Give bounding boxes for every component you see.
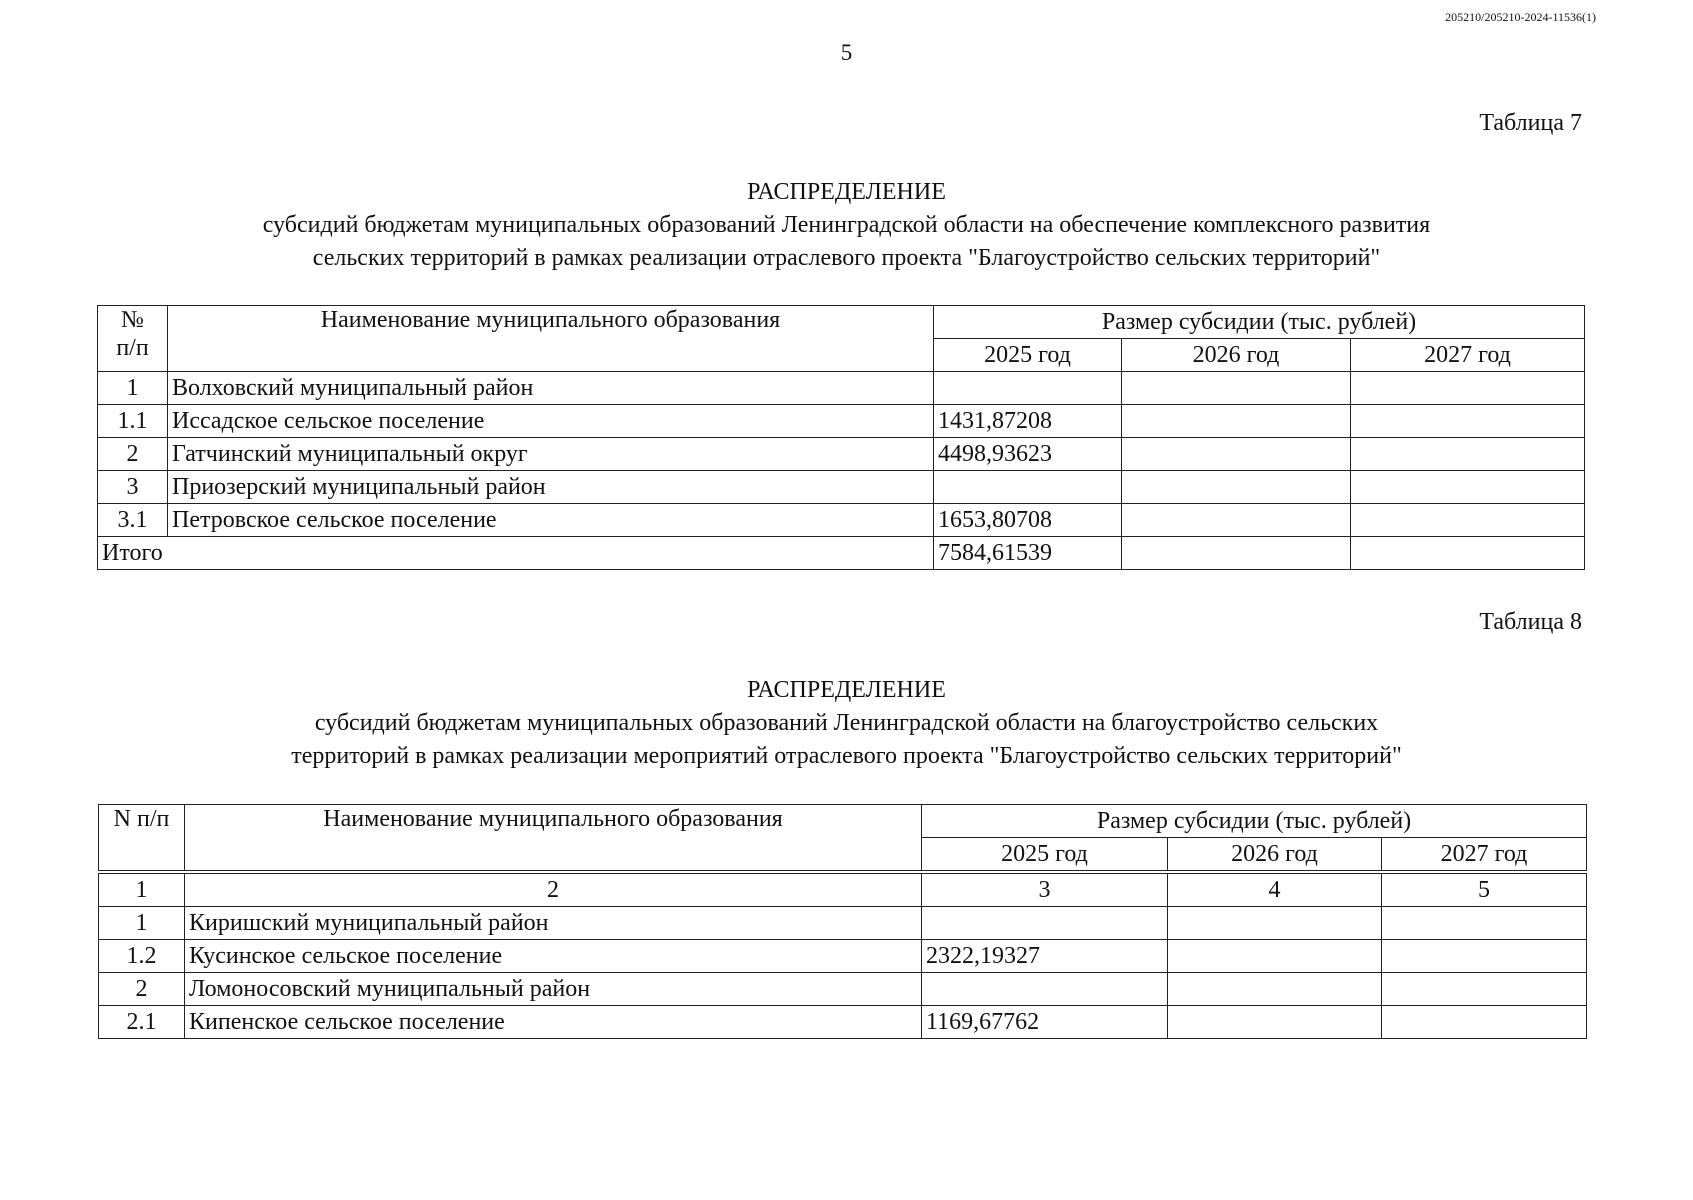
row-value-2027 [1382, 1006, 1587, 1039]
row-value-2027 [1382, 973, 1587, 1006]
row-value-2026 [1168, 973, 1382, 1006]
table-row [99, 973, 1587, 1006]
column-index: 2 [185, 872, 922, 907]
table-8-title-line: субсидий бюджетам муниципальных образований Ленинградской области на благоустройство сельских [314, 710, 1379, 736]
row-num: 1.2 [99, 940, 185, 973]
row-num: 1 [98, 372, 168, 405]
total-value-2025: 7584,61539 [934, 537, 1122, 570]
table-row [99, 907, 1587, 940]
row-num: 2 [99, 973, 185, 1006]
document-id: 205210/205210-2024-11536(1) [1445, 10, 1596, 24]
table-8-title-line: РАСПРЕДЕЛЕНИЕ [747, 677, 946, 703]
row-value-2025 [922, 973, 1168, 1006]
row-value-2027 [1351, 372, 1585, 405]
table-7 [97, 305, 1585, 570]
table-row [98, 438, 1585, 471]
table-7-header-row [98, 306, 1585, 339]
row-value-2026 [1168, 1006, 1382, 1039]
year-header: 2025 год [922, 838, 1168, 873]
row-name: Киришский муниципальный район [185, 907, 922, 940]
row-num: 3.1 [98, 504, 168, 537]
row-name: Волховский муниципальный район [168, 372, 934, 405]
amount-group-header: Размер субсидии (тыс. рублей) [922, 805, 1587, 838]
row-value-2025 [934, 471, 1122, 504]
row-num: 1 [99, 907, 185, 940]
total-value-2027 [1351, 537, 1585, 570]
total-value-2026 [1122, 537, 1351, 570]
table-8-title-line: территорий в рамках реализации мероприятий отраслевого проекта "Благоустройство сельских территорий" [291, 743, 1402, 769]
table-8-title [0, 674, 1693, 773]
row-value-2025: 1169,67762 [922, 1006, 1168, 1039]
row-name: Гатчинский муниципальный округ [168, 438, 934, 471]
year-header: 2026 год [1168, 838, 1382, 873]
table-7-title-line: субсидий бюджетам муниципальных образований Ленинградской области на обеспечение комплексного развития [262, 212, 1431, 238]
year-header: 2025 год [934, 339, 1122, 372]
row-value-2025 [922, 907, 1168, 940]
table-row [98, 504, 1585, 537]
table-row [99, 1006, 1587, 1039]
row-value-2025: 1653,80708 [934, 504, 1122, 537]
num-header: № п/п [98, 306, 168, 372]
row-value-2025: 2322,19327 [922, 940, 1168, 973]
amount-group-header: Размер субсидии (тыс. рублей) [934, 306, 1585, 339]
table-8-header-row [99, 805, 1587, 838]
table-7-title [0, 176, 1693, 275]
name-header: Наименование муниципального образования [168, 306, 934, 372]
row-num: 1.1 [98, 405, 168, 438]
column-index: 4 [1168, 872, 1382, 907]
row-name: Иссадское сельское поселение [168, 405, 934, 438]
row-value-2025: 1431,87208 [934, 405, 1122, 438]
row-value-2025 [934, 372, 1122, 405]
table-7-label: Таблица 7 [1479, 110, 1582, 136]
row-value-2026 [1122, 504, 1351, 537]
table-row [99, 940, 1587, 973]
row-value-2027 [1382, 907, 1587, 940]
name-header: Наименование муниципального образования [185, 805, 922, 873]
row-value-2026 [1122, 471, 1351, 504]
row-value-2026 [1168, 940, 1382, 973]
row-value-2027 [1351, 405, 1585, 438]
year-header: 2026 год [1122, 339, 1351, 372]
row-value-2027 [1351, 504, 1585, 537]
row-num: 2 [98, 438, 168, 471]
table-8-label: Таблица 8 [1479, 609, 1582, 635]
row-value-2026 [1122, 405, 1351, 438]
row-name: Ломоносовский муниципальный район [185, 973, 922, 1006]
table-row [98, 372, 1585, 405]
row-name: Приозерский муниципальный район [168, 471, 934, 504]
year-header: 2027 год [1351, 339, 1585, 372]
column-index: 1 [99, 872, 185, 907]
table-7-title-line: сельских территорий в рамках реализации отраслевого проекта "Благоустройство сельских территорий" [312, 245, 1381, 271]
column-index: 5 [1382, 872, 1587, 907]
row-value-2025: 4498,93623 [934, 438, 1122, 471]
column-index: 3 [922, 872, 1168, 907]
row-value-2027 [1351, 438, 1585, 471]
row-num: 2.1 [99, 1006, 185, 1039]
row-name: Кипенское сельское поселение [185, 1006, 922, 1039]
table-row [98, 405, 1585, 438]
row-name: Кусинское сельское поселение [185, 940, 922, 973]
row-name: Петровское сельское поселение [168, 504, 934, 537]
row-num: 3 [98, 471, 168, 504]
column-index-row [99, 872, 1587, 907]
total-row [98, 537, 1585, 570]
row-value-2026 [1122, 372, 1351, 405]
table-8 [98, 804, 1587, 1039]
num-header: N п/п [99, 805, 185, 873]
table-7-title-line: РАСПРЕДЕЛЕНИЕ [747, 179, 946, 205]
total-label: Итого [98, 537, 934, 570]
row-value-2027 [1351, 471, 1585, 504]
row-value-2027 [1382, 940, 1587, 973]
page-number: 5 [840, 40, 853, 65]
year-header: 2027 год [1382, 838, 1587, 873]
row-value-2026 [1122, 438, 1351, 471]
row-value-2026 [1168, 907, 1382, 940]
table-row [98, 471, 1585, 504]
